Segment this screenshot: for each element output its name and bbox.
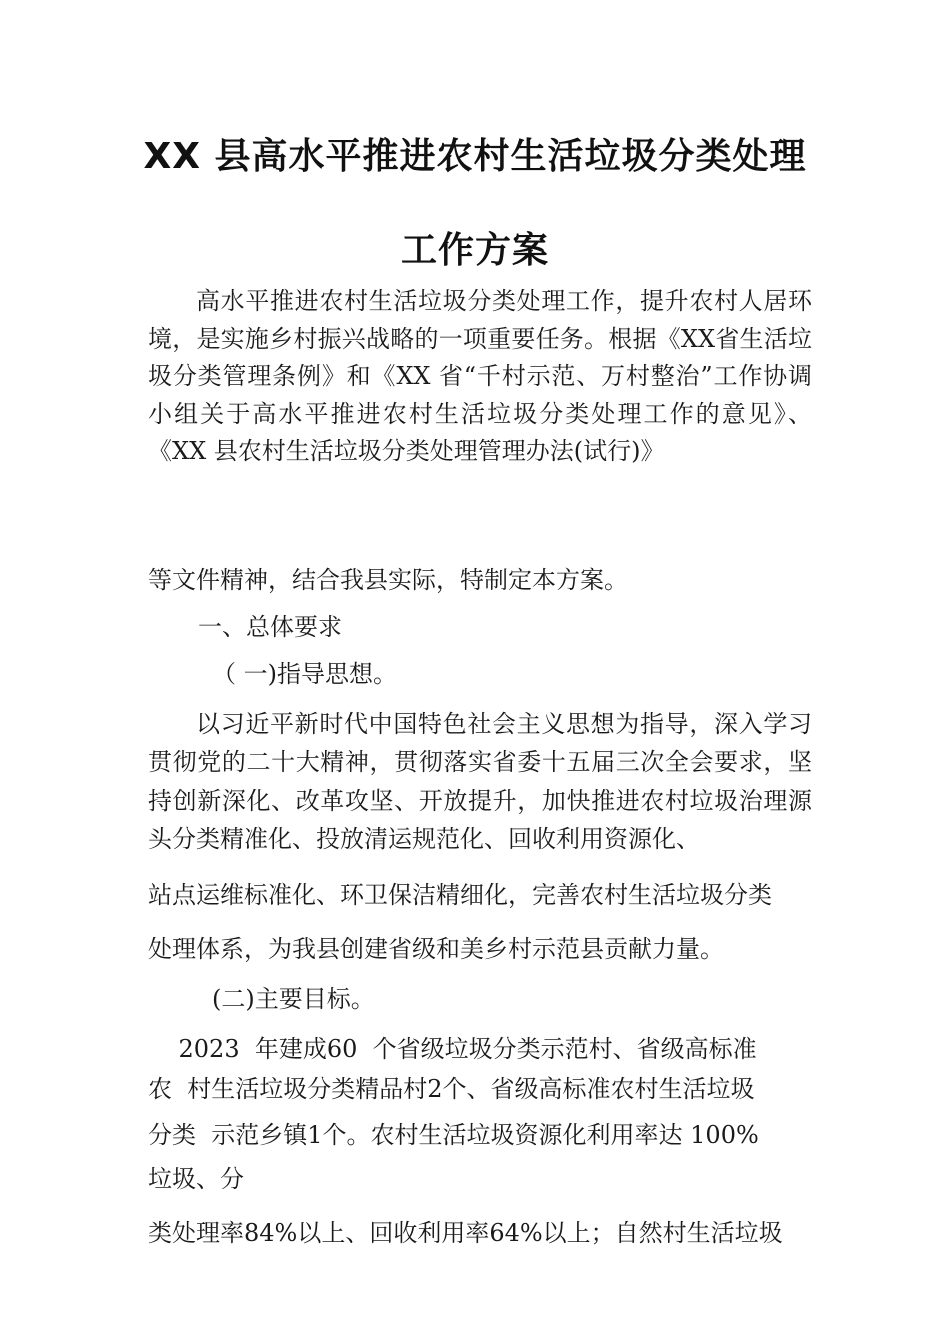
goals-line: 分类 示范乡镇1个。农村生活垃圾资源化利用率达 100% (148, 1121, 759, 1149)
guiding-ideology-last-line: 处理体系，为我县创建省级和美乡村示范县贡献力量。 (148, 935, 724, 963)
goals-line: 垃圾、分 (148, 1165, 244, 1193)
goals-line: 2023 年建成60 个省级垃圾分类示范村、省级高标准 (148, 1035, 757, 1063)
document-title-line1: XX 县高水平推进农村生活垃圾分类处理 (143, 136, 807, 177)
goals-line: 类处理率84%以上、回收利用率64%以上；自然村生活垃圾 (148, 1219, 783, 1247)
guiding-ideology-line: 站点运维标准化、环卫保洁精细化，完善农村生活垃圾分类 (148, 881, 772, 909)
intro-paragraph: 高水平推进农村生活垃圾分类处理工作，提升农村人居环境，是实施乡村振兴战略的一项重要任务。根据《XX省生活垃圾分类管理条例》和《XX 省“千村示范、万村整治”工作协调小组关于高水平推进农村生活垃圾分类处理工作的意见》、 《XX 县农村生活垃圾分类处理管理办法(试行)》 (148, 287, 812, 466)
document-title-line2: 工作方案 (400, 230, 549, 271)
subsection-heading-main-goals: (二)主要目标。 (212, 985, 375, 1013)
goals-line: 农 村生活垃圾分类精品村2个、省级高标准农村生活垃圾 (148, 1075, 755, 1103)
section-heading-general-requirements: 一、总体要求 (198, 613, 342, 641)
guiding-ideology-paragraph: 以习近平新时代中国特色社会主义思想为指导，深入学习贯彻党的二十大精神，贯彻落实省委十五届三次全会要求，坚持创新深化、改革攻坚、开放提升，加快推进农村垃圾治理源头分类精准化、投放清运规范化、回收利用资源化、 (148, 710, 812, 854)
subsection-heading-guiding-ideology: （ 一)指导思想。 (212, 660, 397, 688)
intro-paragraph-tail: 等文件精神，结合我县实际，特制定本方案。 (148, 566, 628, 594)
